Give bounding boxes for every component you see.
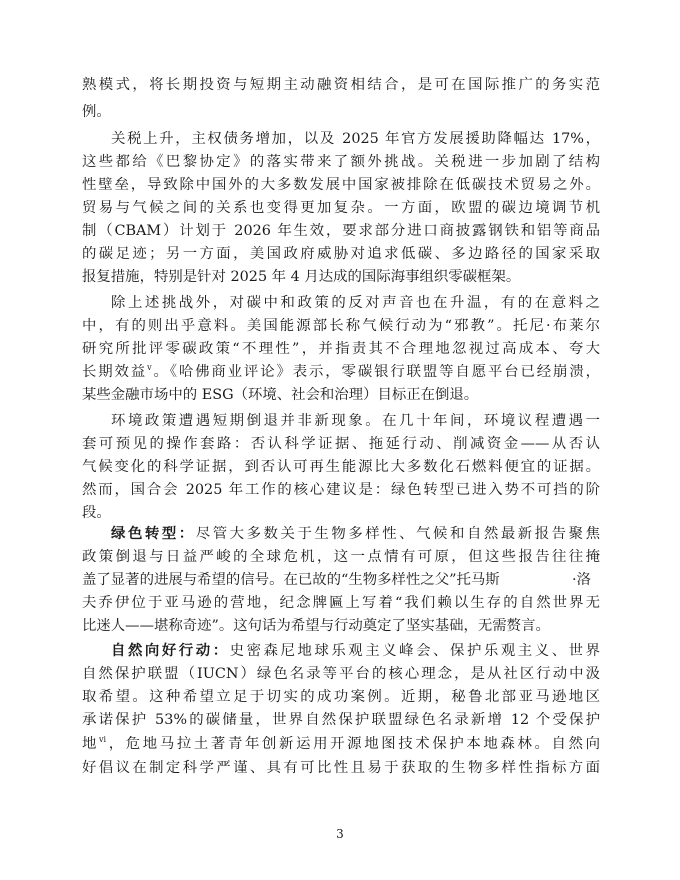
text-line: 盖了显著的进展与希望的信号。在已故的“生物多样性之父”托马斯 <box>82 572 500 588</box>
footnote-marker[interactable]: vi <box>99 735 107 744</box>
page-number: 3 <box>336 827 344 841</box>
text-line: 环境政策遭遇短期倒退并非新现象。在几十年间，环境议程遭遇一 <box>111 413 600 429</box>
text-span: ，危地马拉土著青年创新运用开源地图技术保护本地森林。自然向 <box>106 736 600 752</box>
text-line: 夫乔伊位于亚马逊的营地，纪念牌匾上写着“我们赖以生存的自然世界无 <box>82 595 600 611</box>
footnote-marker[interactable]: v <box>147 363 152 372</box>
text-line <box>111 640 600 663</box>
text-line: 好倡议在制定科学严谨、具有可比性且易于获取的生物多样性指标方面 <box>82 760 600 776</box>
text-line: 性壁垒，导致除中国外的大多数发展中国家被排除在低碳技术贸易之外。 <box>82 177 600 193</box>
section-heading: 绿色转型： <box>111 526 196 542</box>
text-line <box>111 523 600 546</box>
text-line <box>82 361 600 384</box>
text-line: 制（CBAM）计划于 2026 年生效，要求部分进口商披露钢铁和铝等商品 <box>82 223 600 239</box>
text-line: 取希望。这种希望立足于切实的成功案例。近期，秘鲁北部亚马逊地区 <box>82 689 600 705</box>
text-line: 套可预见的操作套路：否认科学证据、拖延行动、削减资金——从否认 <box>82 436 600 452</box>
text-line: 贸易与气候之间的关系也变得更加复杂。一方面，欧盟的碳边境调节机 <box>82 200 600 216</box>
text-line: 政策倒退与日益严峻的全球危机，这一点情有可原，但这些报告往往掩 <box>82 549 600 565</box>
text-line: 的碳足迹；另一方面，美国政府威胁对追求低碳、多边路径的国家采取 <box>82 246 600 262</box>
text-span: 。《哈佛商业评论》表示，零碳银行联盟等自愿平台已经崩溃， <box>151 364 600 380</box>
text-line: 研究所批评零碳政策“不理性”，并指责其不合理地忽视过高成本、夸大 <box>82 341 600 357</box>
section-heading: 自然向好行动： <box>111 643 230 659</box>
text-span: 尽管大多数关于生物多样性、气候和自然最新报告聚焦 <box>195 526 600 542</box>
text-line: 例。 <box>82 104 111 120</box>
text-span: 长期效益 <box>82 364 148 380</box>
text-line: 关税上升，主权债务增加，以及 2025 年官方发展援助降幅达 17%， <box>111 131 600 147</box>
text-line: 这些都给《巴黎协定》的落实带来了额外挑战。关税进一步加剧了结构 <box>82 154 600 170</box>
text-line: 某些金融市场中的 ESG（环境、社会和治理）目标正在倒退。 <box>82 387 479 403</box>
text-line: 比迷人——堪称奇迹”。这句话为希望与行动奠定了坚实基础，无需赘言。 <box>82 618 550 634</box>
text-span: 史密森尼地球乐观主义峰会、保护乐观主义、世界 <box>229 643 600 659</box>
text-line: 自然保护联盟（IUCN）绿色名录等平台的核心理念，是从社区行动中汲 <box>82 666 600 682</box>
text-line-overflow: ·洛 <box>572 572 591 588</box>
text-line: 承诺保护 53%的碳储量，世界自然保护联盟绿色名录新增 12 个受保护 <box>82 712 600 728</box>
text-line: 气候变化的科学证据，到否认可再生能源比大多数化石燃料便宜的证据。 <box>82 459 600 475</box>
text-line: 报复措施，特别是针对 2025 年 4 月达成的国际海事组织零碳框架。 <box>82 269 521 285</box>
text-line: 段。 <box>82 505 111 521</box>
text-line: 除上述挑战外，对碳中和政策的反对声音也在升温，有的在意料之 <box>111 295 600 311</box>
text-span: 地 <box>82 736 100 752</box>
text-line: 然而，国合会 2025 年工作的核心建议是：绿色转型已进入势不可挡的阶 <box>82 482 600 498</box>
text-line: 中，有的则出乎意料。美国能源部长称气候行动为“邪教”。托尼·布莱尔 <box>82 318 600 334</box>
text-line: 熟模式，将长期投资与短期主动融资相结合，是可在国际推广的务实范 <box>82 77 600 93</box>
text-line <box>82 733 600 756</box>
